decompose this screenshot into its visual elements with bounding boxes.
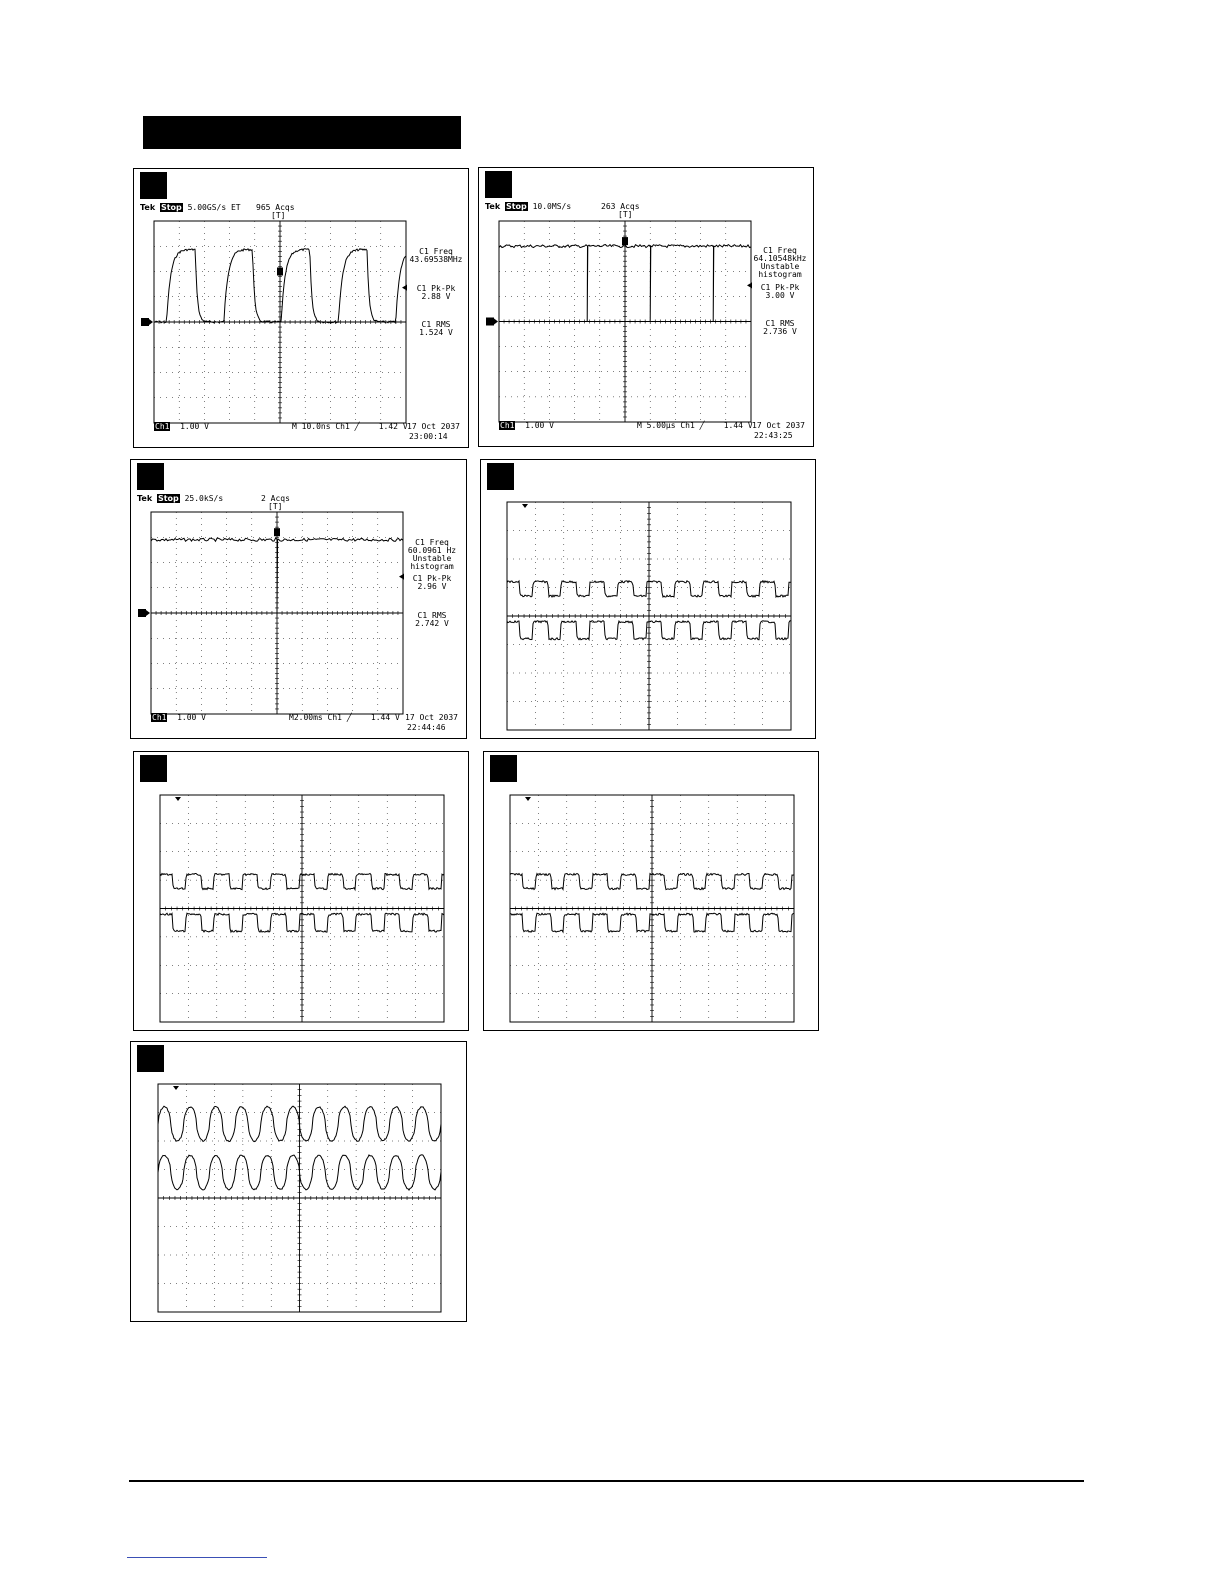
scope-panel-1: [133, 168, 469, 448]
sample-rate: 25.0kS/s: [184, 494, 224, 503]
ch1-ground-marker: [486, 318, 494, 326]
timestamp: 17 Oct 2037 22:44:46: [405, 713, 458, 732]
scope-panel-7: [130, 1041, 467, 1322]
waveform-trace: [151, 538, 403, 613]
sample-rate: 5.00GS/s ET: [187, 203, 241, 212]
timestamp: 17 Oct 2037 22:43:25: [752, 421, 805, 440]
tek-brand: Tek: [140, 203, 156, 212]
timebase-readout: M 10.0ns Ch1 ╱ 1.42 V: [292, 422, 408, 431]
timebase-readout: M2.00ms Ch1 ╱ 1.44 V: [289, 713, 400, 722]
timebase-readout: M 5.00µs Ch1 ╱ 1.44 V: [637, 421, 753, 430]
ch1-ground-marker-arrow: [149, 319, 153, 325]
scope-panel-3: [130, 459, 467, 739]
ch1-ground-marker: [138, 609, 146, 617]
scope-footer: Ch1 1.00 V: [155, 422, 209, 431]
readout-rms: C1 RMS 2.736 V: [763, 319, 797, 336]
trigger-marker: [274, 528, 280, 536]
readout-freq: C1 Freq 64.10548kHz Unstable histogram: [753, 246, 807, 279]
footer-rule: [129, 1480, 1084, 1482]
tek-brand: Tek: [485, 202, 501, 211]
acquisition-count: 2 Acqs: [261, 494, 290, 503]
scope-screen: [131, 1042, 468, 1323]
trigger-position-arrow: [522, 504, 528, 508]
readout-pkpk: C1 Pk-Pk 3.00 V: [760, 283, 800, 300]
trigger-position-marker: [T]: [271, 211, 286, 220]
run-state: Stop: [157, 494, 179, 503]
scope-screen: [131, 460, 468, 740]
trigger-marker: [277, 268, 283, 276]
scope-screen: [481, 460, 817, 740]
acquisition-count: 965 Acqs: [256, 203, 295, 212]
scope-panel-4: [480, 459, 816, 739]
ch1-ground-marker: [141, 318, 149, 326]
tek-brand: Tek: [137, 494, 153, 503]
readout-rms: C1 RMS 2.742 V: [415, 611, 449, 628]
trigger-marker: [622, 237, 628, 245]
readout-pkpk: C1 Pk-Pk 2.96 V: [412, 574, 452, 591]
section-title-bar: [143, 116, 461, 149]
ch1-ground-marker-arrow: [146, 610, 150, 616]
acquisition-count: 263 Acqs: [601, 202, 640, 211]
run-state: Stop: [505, 202, 527, 211]
readout-freq: C1 Freq 43.69538MHz: [409, 247, 463, 264]
ch1-ground-marker-arrow: [494, 319, 498, 325]
trigger-position-marker: [T]: [618, 210, 633, 219]
scope-panel-5: [133, 751, 469, 1031]
timestamp: 17 Oct 2037 23:00:14: [407, 422, 460, 441]
sample-rate: 10.0MS/s: [532, 202, 572, 211]
trigger-position-marker: [T]: [268, 502, 283, 511]
footer-link-underline: [127, 1557, 267, 1558]
scope-panel-2: [478, 167, 814, 447]
trigger-position-arrow: [175, 797, 181, 801]
scope-footer: Ch1 1.00 V: [152, 713, 206, 722]
scope-screen: [134, 752, 470, 1032]
readout-freq: C1 Freq 60.0961 Hz Unstable histogram: [407, 538, 457, 571]
trigger-position-arrow: [525, 797, 531, 801]
run-state: Stop: [160, 203, 182, 212]
scope-screen: [484, 752, 820, 1032]
scope-panel-6: [483, 751, 819, 1031]
scope-screen: [134, 169, 470, 449]
scope-footer: Ch1 1.00 V: [500, 421, 554, 430]
readout-rms: C1 RMS 1.524 V: [419, 320, 453, 337]
readout-pkpk: C1 Pk-Pk 2.88 V: [416, 284, 456, 301]
scope-screen: [479, 168, 815, 448]
trigger-position-arrow: [173, 1086, 179, 1090]
